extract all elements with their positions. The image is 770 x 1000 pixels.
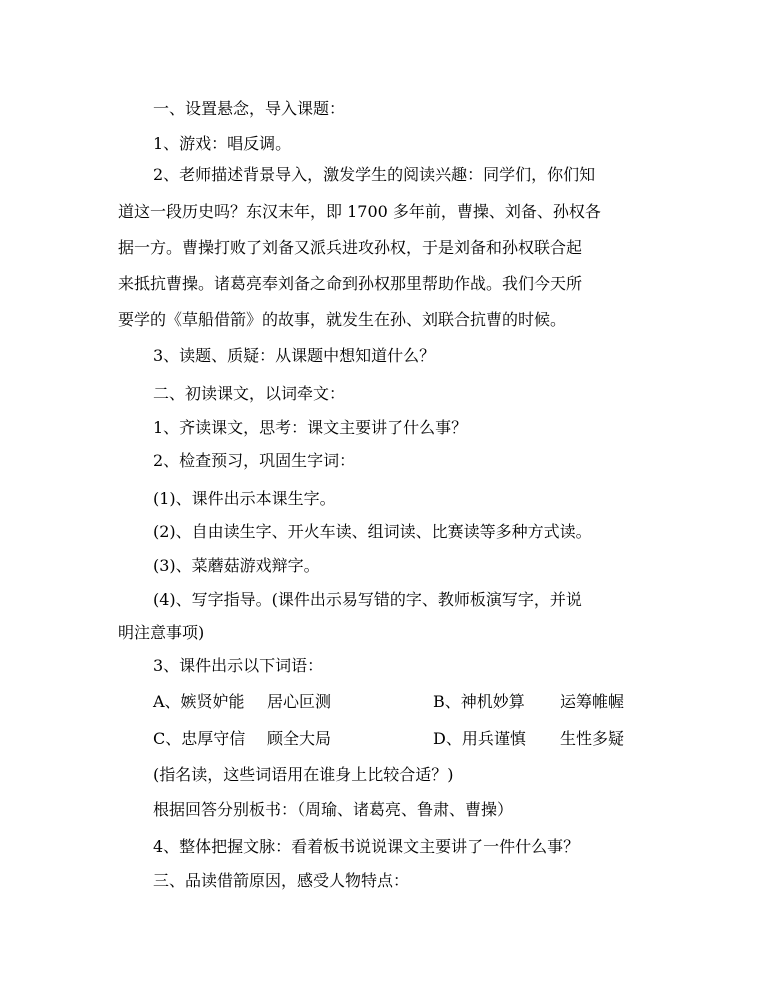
paragraph: 3、课件出示以下词语： [153,656,324,675]
paragraph: 2、老师描述背景导入，激发学生的阅读兴趣：同学们，你们知 [153,165,596,184]
paragraph-continuation: 明注意事项) [118,623,205,642]
list-item: (4)、写字指导。(课件出示易写错的字、教师板演写字，并说 [153,590,582,609]
word-cell: B、神机妙算 [433,692,525,711]
paragraph: 1、游戏：唱反调。 [153,134,292,153]
section-heading-2: 二、初读课文，以词牵文： [153,384,346,403]
word-cell: 顾全大局 [267,729,332,748]
section-heading-1: 一、设置悬念，导入课题： [153,99,346,118]
paragraph: 4、整体把握文脉：看着板书说说课文主要讲了一件什么事？ [153,837,580,856]
word-cell: 运筹帷幄 [560,692,625,711]
list-item: (1)、课件出示本课生字。 [153,489,336,508]
paragraph-continuation: 来抵抗曹操。诸葛亮奉刘备之命到孙权那里帮助作战。我们今天所 [118,274,583,293]
list-item: (3)、菜蘑菇游戏辩字。 [153,556,320,575]
paragraph: 2、检查预习，巩固生字词： [153,451,356,470]
paragraph: 1、齐读课文，思考：课文主要讲了什么事？ [153,418,468,437]
paragraph-continuation: 据一方。曹操打败了刘备又派兵进攻孙权，于是刘备和孙权联合起 [118,238,583,257]
paragraph-continuation: 要学的《草船借箭》的故事，就发生在孙、刘联合抗曹的时候。 [118,310,567,329]
paragraph: 根据回答分别板书：（周瑜、诸葛亮、鲁肃、曹操） [153,800,514,819]
word-cell: C、忠厚守信 [153,729,246,748]
paragraph-continuation: 道这一段历史吗？东汉末年，即 1700 多年前，曹操、刘备、孙权各 [118,202,601,221]
word-cell: A、嫉贤妒能 [153,692,245,711]
word-cell: 居心叵测 [267,692,332,711]
paragraph: 3、读题、质疑：从课题中想知道什么？ [153,346,436,365]
section-heading-3: 三、品读借箭原因，感受人物特点： [153,871,410,890]
paragraph: (指名读，这些词语用在谁身上比较合适？) [153,765,454,784]
word-cell: 生性多疑 [560,729,625,748]
list-item: (2)、自由读生字、开火车读、组词读、比赛读等多种方式读。 [153,522,592,541]
word-cell: D、用兵谨慎 [433,729,526,748]
